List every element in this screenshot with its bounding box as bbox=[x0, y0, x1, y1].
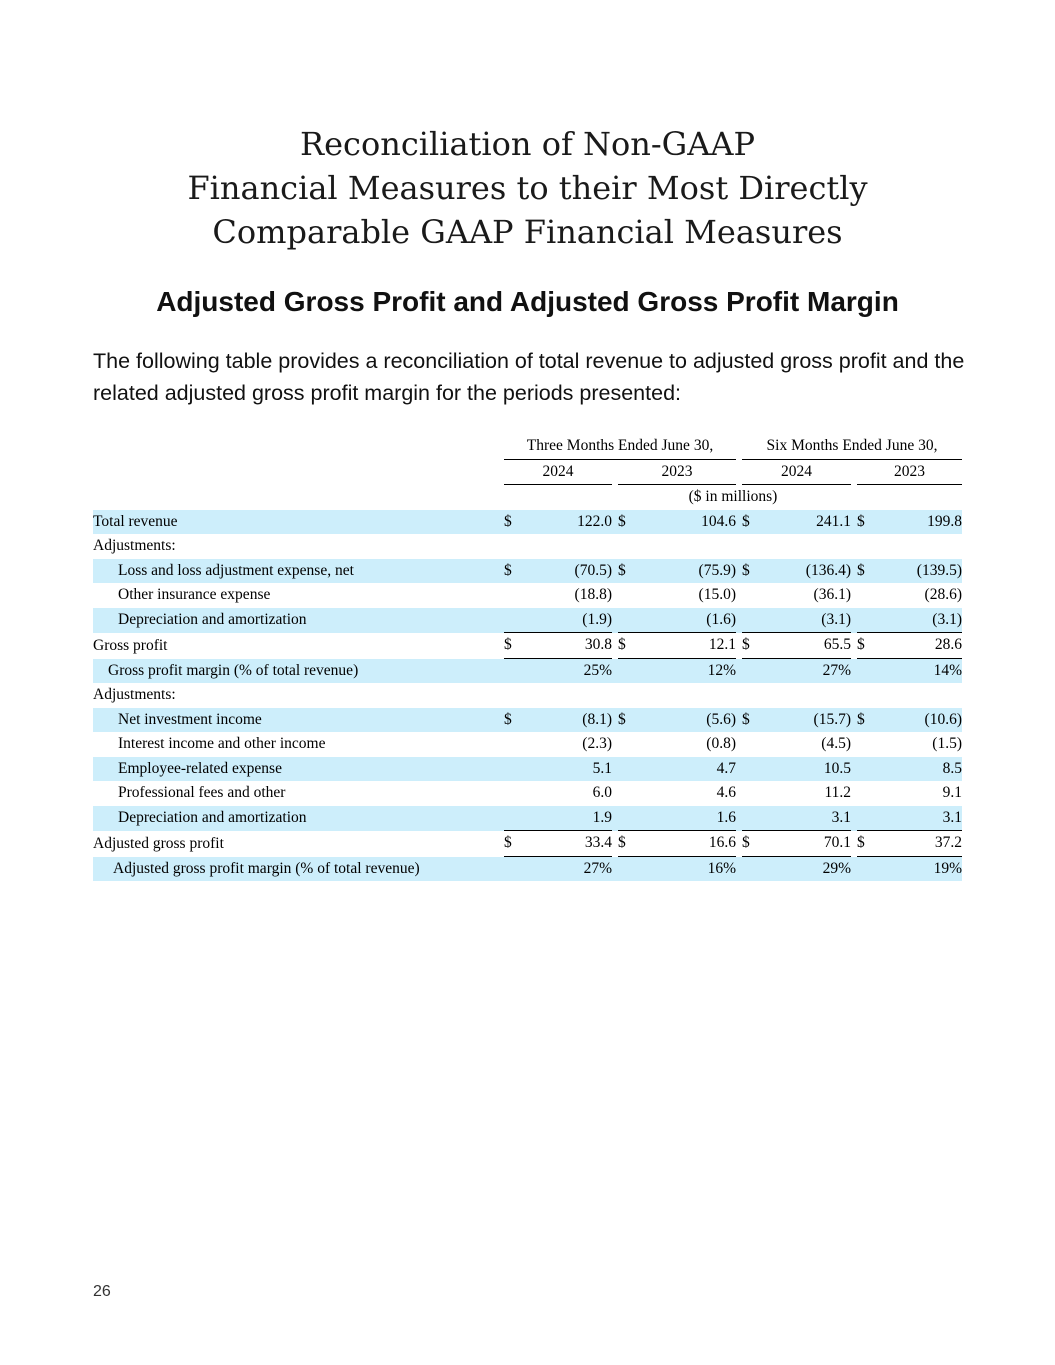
cell-value: 27% bbox=[762, 659, 851, 684]
currency-symbol: $ bbox=[618, 510, 638, 535]
cell-value: 3.1 bbox=[762, 806, 851, 832]
cell-value: 9.1 bbox=[942, 784, 962, 802]
cell-value: 25% bbox=[524, 659, 612, 684]
table-header-years bbox=[93, 460, 962, 486]
table-row: Interest income and other income (2.3) (0.8) (4.5) (1.5) bbox=[93, 732, 962, 757]
cell-value: 12.1 bbox=[638, 633, 736, 659]
cell-value: (2.3) bbox=[582, 735, 612, 753]
currency-symbol: $ bbox=[857, 510, 877, 535]
currency-symbol: $ bbox=[504, 510, 524, 535]
cell-value: 10.5 bbox=[762, 757, 851, 782]
cell-value: 1.9 bbox=[524, 806, 612, 832]
currency-symbol: $ bbox=[857, 633, 877, 659]
cell-value: (136.4) bbox=[762, 559, 851, 584]
currency-symbol: $ bbox=[618, 633, 638, 659]
cell-value: (0.8) bbox=[706, 735, 736, 753]
currency-symbol: $ bbox=[618, 559, 638, 584]
table-row: Net investment income $ (8.1) $ (5.6) $ (15.7) $ (10.6) bbox=[93, 708, 962, 733]
header-six-months: Six Months Ended June 30, bbox=[742, 434, 962, 460]
cell-value: (4.5) bbox=[821, 735, 851, 753]
cell-value: 33.4 bbox=[524, 831, 612, 857]
currency-symbol: $ bbox=[504, 559, 524, 584]
table-row: Adjustments: bbox=[93, 686, 176, 704]
currency-symbol: $ bbox=[742, 708, 762, 733]
cell-value: (1.6) bbox=[638, 608, 736, 634]
cell-value: 4.7 bbox=[638, 757, 736, 782]
cell-value: 14% bbox=[877, 659, 962, 684]
currency-symbol: $ bbox=[742, 831, 762, 857]
title-line-1: Reconciliation of Non-GAAP bbox=[300, 125, 755, 163]
header-year: 2024 bbox=[504, 460, 612, 486]
currency-symbol: $ bbox=[857, 708, 877, 733]
cell-value: (139.5) bbox=[877, 559, 962, 584]
header-year: 2023 bbox=[857, 460, 962, 486]
reconciliation-table bbox=[93, 434, 962, 881]
currency-symbol: $ bbox=[857, 831, 877, 857]
table-row: Depreciation and amortization 1.9 1.6 3.1 3.1 bbox=[93, 806, 962, 832]
cell-value: 19% bbox=[877, 857, 962, 882]
currency-symbol: $ bbox=[504, 633, 524, 659]
cell-value: (75.9) bbox=[638, 559, 736, 584]
cell-value: (3.1) bbox=[762, 608, 851, 634]
cell-value: (28.6) bbox=[924, 586, 962, 604]
cell-value: (5.6) bbox=[638, 708, 736, 733]
cell-value: 241.1 bbox=[762, 510, 851, 535]
currency-symbol: $ bbox=[618, 831, 638, 857]
cell-value: (15.7) bbox=[762, 708, 851, 733]
cell-value: 104.6 bbox=[638, 510, 736, 535]
title-line-2: Financial Measures to their Most Directly bbox=[187, 169, 868, 207]
currency-symbol: $ bbox=[857, 559, 877, 584]
table-row: Depreciation and amortization (1.9) (1.6) (3.1) (3.1) bbox=[93, 608, 962, 634]
table-header-units bbox=[93, 485, 962, 510]
header-year: 2023 bbox=[618, 460, 736, 486]
table-row: Professional fees and other 6.0 4.6 11.2 9.1 bbox=[93, 781, 962, 806]
cell-value: 70.1 bbox=[762, 831, 851, 857]
cell-value: 6.0 bbox=[592, 784, 612, 802]
table-row: Total revenue $ 122.0 $ 104.6 $ 241.1 $ 199.8 bbox=[93, 510, 962, 535]
table-row: Employee-related expense 5.1 4.7 10.5 8.5 bbox=[93, 757, 962, 782]
cell-value: 29% bbox=[762, 857, 851, 882]
currency-symbol: $ bbox=[742, 633, 762, 659]
table-row: Gross profit $ 30.8 $ 12.1 $ 65.5 $ 28.6 bbox=[93, 633, 962, 659]
currency-symbol: $ bbox=[504, 708, 524, 733]
cell-value: 27% bbox=[524, 857, 612, 882]
cell-value: 8.5 bbox=[877, 757, 962, 782]
currency-symbol: $ bbox=[618, 708, 638, 733]
cell-value: 12% bbox=[638, 659, 736, 684]
currency-symbol: $ bbox=[504, 831, 524, 857]
cell-value: 16.6 bbox=[638, 831, 736, 857]
table-row: Adjusted gross profit margin (% of total revenue) 27% 16% 29% 19% bbox=[93, 857, 962, 882]
cell-value: 37.2 bbox=[877, 831, 962, 857]
header-three-months: Three Months Ended June 30, bbox=[504, 434, 736, 460]
cell-value: (1.9) bbox=[524, 608, 612, 634]
cell-value: 11.2 bbox=[824, 784, 851, 802]
section-subtitle: Adjusted Gross Profit and Adjusted Gross Profit Margin bbox=[156, 286, 899, 317]
table-row: Loss and loss adjustment expense, net $ (70.5) $ (75.9) $ (136.4) $ (139.5) bbox=[93, 559, 962, 584]
currency-symbol: $ bbox=[742, 559, 762, 584]
cell-value: 65.5 bbox=[762, 633, 851, 659]
cell-value: (70.5) bbox=[524, 559, 612, 584]
currency-symbol: $ bbox=[742, 510, 762, 535]
cell-value: 1.6 bbox=[638, 806, 736, 832]
cell-value: 16% bbox=[638, 857, 736, 882]
table-row: Gross profit margin (% of total revenue) 25% 12% 27% 14% bbox=[93, 659, 962, 684]
cell-value: (8.1) bbox=[524, 708, 612, 733]
cell-value: 5.1 bbox=[524, 757, 612, 782]
intro-paragraph: The following table provides a reconciliation of total revenue to adjusted gross profit and the related adjusted gross profit margin for the periods presented: bbox=[93, 349, 965, 405]
cell-value: (15.0) bbox=[698, 586, 736, 604]
table-row: Other insurance expense (18.8) (15.0) (36.1) (28.6) bbox=[93, 583, 962, 608]
title-line-3: Comparable GAAP Financial Measures bbox=[212, 213, 843, 251]
cell-value: (18.8) bbox=[574, 586, 612, 604]
table-header-periods bbox=[93, 434, 962, 460]
cell-value: 4.6 bbox=[716, 784, 736, 802]
cell-value: 3.1 bbox=[877, 806, 962, 832]
cell-value: (10.6) bbox=[877, 708, 962, 733]
table-row: Adjusted gross profit $ 33.4 $ 16.6 $ 70.1 $ 37.2 bbox=[93, 831, 962, 857]
header-year: 2024 bbox=[742, 460, 851, 486]
units-label: ($ in millions) bbox=[688, 488, 778, 506]
cell-value: (36.1) bbox=[813, 586, 851, 604]
cell-value: 199.8 bbox=[877, 510, 962, 535]
cell-value: 28.6 bbox=[877, 633, 962, 659]
cell-value: (1.5) bbox=[932, 735, 962, 753]
cell-value: 30.8 bbox=[524, 633, 612, 659]
table-row: Adjustments: bbox=[93, 537, 176, 555]
page-title bbox=[0, 122, 1055, 254]
cell-value: 122.0 bbox=[524, 510, 612, 535]
cell-value: (3.1) bbox=[877, 608, 962, 634]
page-number: 26 bbox=[93, 1283, 111, 1300]
